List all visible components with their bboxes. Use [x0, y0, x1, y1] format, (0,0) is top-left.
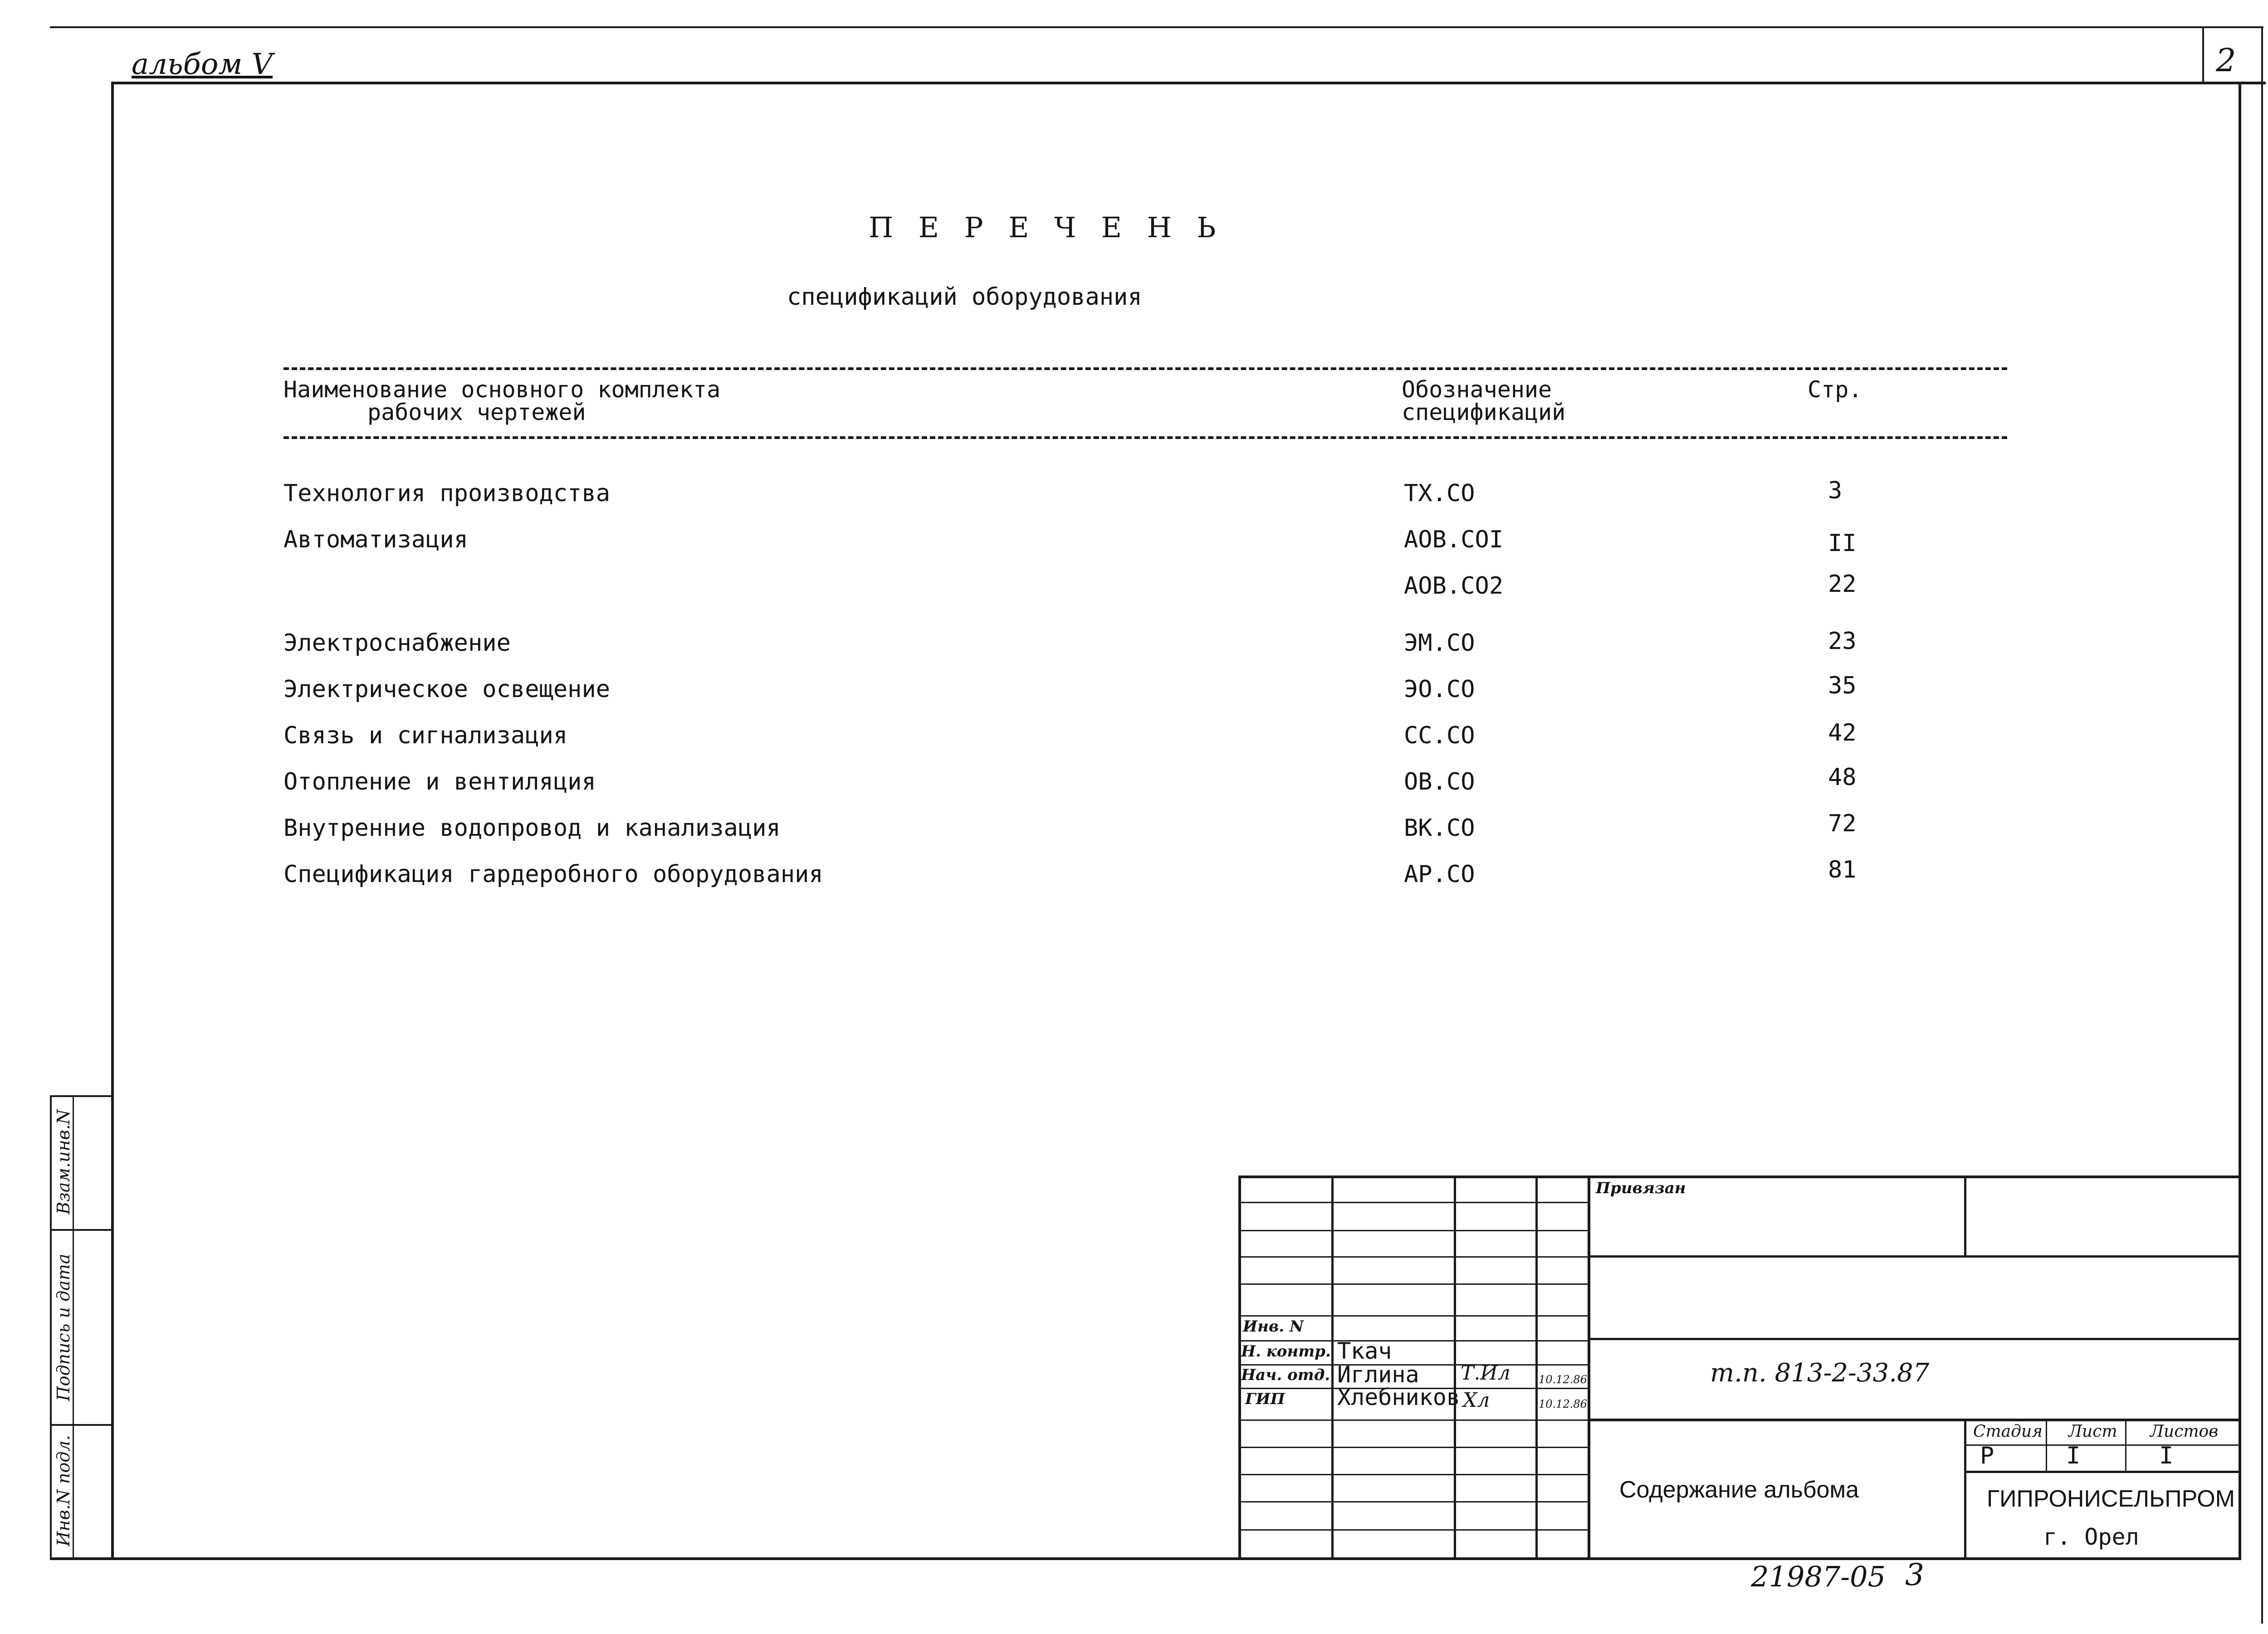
row-name: Автоматизация [284, 526, 468, 553]
row-code: АР.СО [1404, 861, 1475, 888]
city: г. Орел [2043, 1524, 2139, 1550]
row-code: ЭО.СО [1404, 676, 1475, 703]
row-code: ТХ.СО [1404, 480, 1475, 507]
row-page: 81 [1828, 856, 1857, 883]
row-name: Внутренние водопровод и канализация [284, 815, 781, 842]
row-code: АОВ.СОI [1404, 526, 1504, 553]
row-name: Спецификация гардеробного оборудования [284, 861, 823, 888]
row-code: АОВ.СО2 [1404, 572, 1504, 600]
col-name-header-line2: рабочих чертежей [367, 399, 586, 425]
date-gip: 10.12.86 [1539, 1398, 1587, 1410]
sheet-number: 2 [2216, 42, 2236, 79]
row-page: 23 [1828, 628, 1857, 655]
doc-title: Содержание альбома [1619, 1477, 1859, 1503]
signature-gip: Хл [1463, 1389, 1490, 1412]
col-page-header: Стр. [1808, 376, 1862, 403]
inv-n-label: Инв. N [1243, 1317, 1304, 1336]
sheet-num-box-left [2202, 27, 2204, 84]
footer-page: 3 [1905, 1557, 1924, 1592]
row-code: СС.СО [1404, 722, 1475, 749]
sheets-value: I [2159, 1442, 2174, 1469]
side-stamp-podpis: Подпись и дата [54, 1254, 73, 1401]
row-code: ОВ.СО [1404, 768, 1475, 795]
frame-right-outer [2261, 27, 2263, 1624]
role-nach-otd: Нач. отд. [1241, 1366, 1330, 1384]
role-n-kontr: Н. контр. [1241, 1342, 1331, 1361]
signature-nach-otd: Т.Ил [1461, 1361, 1510, 1385]
col-code-header-line2: спецификаций [1402, 399, 1566, 425]
table-header-top-rule [284, 367, 2007, 370]
page-subtitle: спецификаций оборудования [787, 283, 1142, 311]
row-page: 48 [1828, 764, 1857, 791]
row-name: Отопление и вентиляция [284, 768, 596, 795]
side-stamp-vzam: Взам.инв.N [54, 1109, 73, 1215]
role-gip: ГИП [1245, 1390, 1285, 1408]
frame-top [111, 82, 2266, 84]
date-nach-otd: 10.12.86 [1539, 1373, 1587, 1386]
row-page: 42 [1828, 719, 1857, 746]
stage-label: Стадия [1973, 1422, 2043, 1441]
privyazan-label: Привязан [1596, 1179, 1686, 1197]
row-name: Электрическое освещение [284, 676, 611, 703]
row-page: II [1828, 530, 1857, 557]
side-stamp-inv: Инв.N подл. [54, 1435, 73, 1546]
row-page: 22 [1828, 571, 1857, 598]
name-nach-otd: Иглина [1337, 1361, 1419, 1388]
org-name: ГИПРОНИСЕЛЬПРОМ [1987, 1486, 2235, 1512]
name-gip: Хлебников [1337, 1384, 1460, 1410]
designation: т.п. 813-2-33.87 [1710, 1358, 1930, 1388]
album-label: альбом V [132, 48, 273, 81]
row-name: Технология производства [284, 480, 611, 507]
sheet-value: I [2066, 1442, 2081, 1469]
row-page: 72 [1828, 810, 1857, 837]
row-name: Электроснабжение [284, 629, 511, 657]
row-name: Связь и сигнализация [284, 722, 568, 749]
name-n-kontr: Ткач [1337, 1338, 1392, 1364]
row-page: 3 [1828, 477, 1843, 504]
frame-top-outer [50, 26, 2263, 28]
row-code: ЭМ.СО [1404, 629, 1475, 657]
table-header-bottom-rule [284, 436, 2007, 439]
frame-left [111, 82, 114, 1560]
page-title: П Е Р Е Ч Е Н Ь [869, 211, 1224, 244]
sheet-label: Лист [2068, 1422, 2117, 1441]
sheets-label: Листов [2150, 1422, 2219, 1441]
stage-value: Р [1980, 1442, 1994, 1469]
col-name-header-line1: Наименование основного комплекта [284, 376, 721, 403]
row-code: ВК.СО [1404, 815, 1475, 842]
row-page: 35 [1828, 672, 1857, 699]
archive-number: 21987-05 [1751, 1560, 1886, 1593]
col-code-header-line1: Обозначение [1402, 376, 1552, 403]
